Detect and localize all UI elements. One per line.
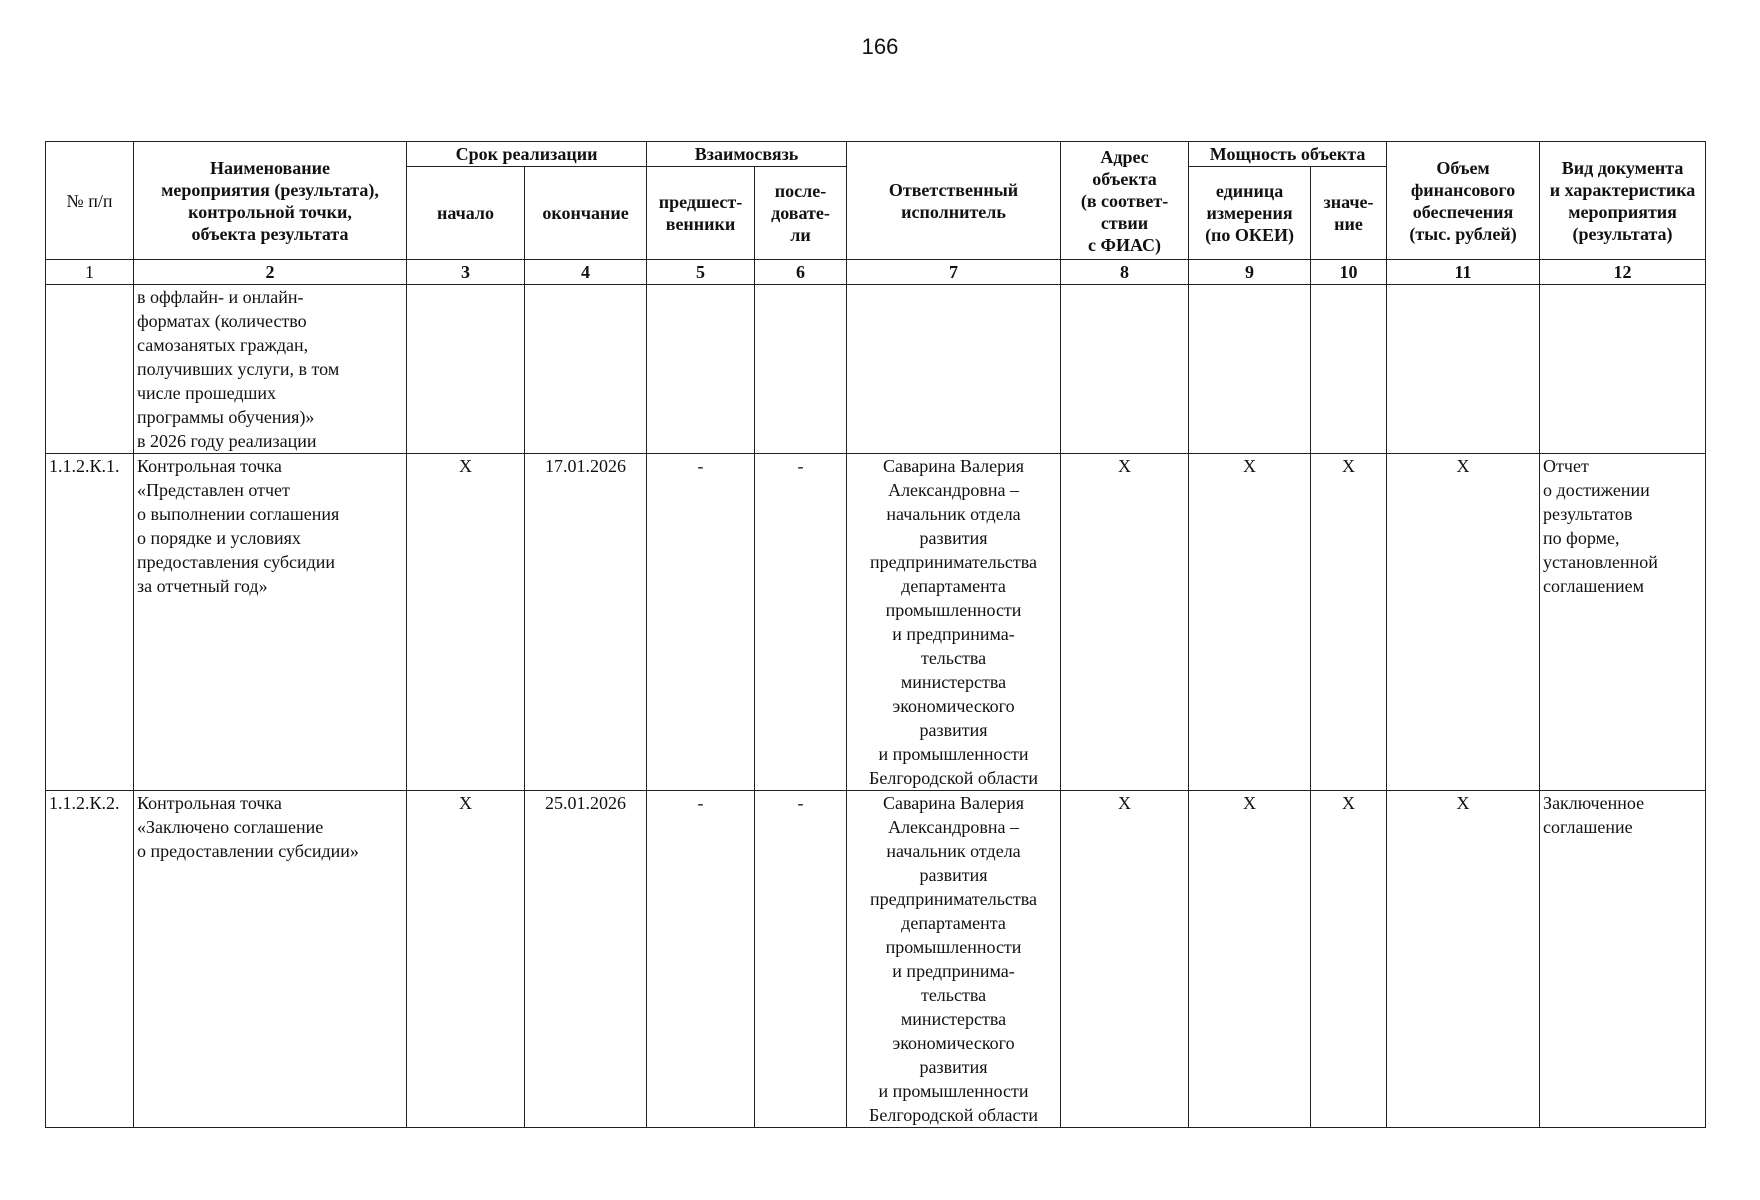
cell-address bbox=[1061, 285, 1189, 454]
page-number: 166 bbox=[861, 34, 899, 59]
cell-finance: X bbox=[1387, 791, 1540, 1128]
header-relation: Взаимосвязь bbox=[647, 142, 847, 167]
header-finance: Объем финансового обеспечения (тыс. рублей) bbox=[1387, 142, 1540, 260]
cell-address: X bbox=[1061, 791, 1189, 1128]
table-header bbox=[46, 142, 1706, 285]
header-address: Адрес объекта (в соответ- ствии с ФИАС) bbox=[1061, 142, 1189, 260]
header-doc-type: Вид документа и характеристика мероприятия (результата) bbox=[1540, 142, 1706, 260]
cell-name: Контрольная точка «Заключено соглашение о предоставлении субсидии» bbox=[134, 791, 407, 1128]
cell-doc: Отчет о достижении результатов по форме, установленной соглашением bbox=[1540, 454, 1706, 791]
cell-unit: X bbox=[1189, 454, 1311, 791]
cell-finance: X bbox=[1387, 454, 1540, 791]
cell-value: X bbox=[1311, 454, 1387, 791]
cell-doc bbox=[1540, 285, 1706, 454]
column-number: 3 bbox=[407, 260, 525, 285]
cell-unit: X bbox=[1189, 791, 1311, 1128]
cell-end: 17.01.2026 bbox=[525, 454, 647, 791]
table-row bbox=[46, 285, 1706, 454]
column-number: 11 bbox=[1387, 260, 1540, 285]
cell-prev: - bbox=[647, 791, 755, 1128]
header-period-end: окончание bbox=[525, 167, 647, 260]
cell-prev: - bbox=[647, 454, 755, 791]
cell-doc: Заключенное соглашение bbox=[1540, 791, 1706, 1128]
cell-unit bbox=[1189, 285, 1311, 454]
cell-name: в оффлайн- и онлайн- форматах (количество самозанятых граждан, получивших услуги, в том числе прошедших программы обучения)» в 2026 году реализации bbox=[134, 285, 407, 454]
cell-finance bbox=[1387, 285, 1540, 454]
column-number: 10 bbox=[1311, 260, 1387, 285]
column-number: 9 bbox=[1189, 260, 1311, 285]
column-number: 1 bbox=[46, 260, 134, 285]
cell-start: X bbox=[407, 791, 525, 1128]
cell-end: 25.01.2026 bbox=[525, 791, 647, 1128]
column-number: 7 bbox=[847, 260, 1061, 285]
header-relation-next: после- довате- ли bbox=[755, 167, 847, 260]
header-capacity-unit: единица измерения (по ОКЕИ) bbox=[1189, 167, 1311, 260]
header-period-start: начало bbox=[407, 167, 525, 260]
cell-address: X bbox=[1061, 454, 1189, 791]
column-number: 12 bbox=[1540, 260, 1706, 285]
column-number: 4 bbox=[525, 260, 647, 285]
cell-name: Контрольная точка «Представлен отчет о выполнении соглашения о порядке и условиях предоставления субсидии за отчетный год» bbox=[134, 454, 407, 791]
column-number-row bbox=[46, 260, 1706, 285]
cell-prev bbox=[647, 285, 755, 454]
cell-next: - bbox=[755, 454, 847, 791]
header-num: № п/п bbox=[46, 142, 134, 260]
column-number: 5 bbox=[647, 260, 755, 285]
header-name: Наименование мероприятия (результата), контрольной точки, объекта результата bbox=[134, 142, 407, 260]
header-capacity-value: значе- ние bbox=[1311, 167, 1387, 260]
column-number: 2 bbox=[134, 260, 407, 285]
cell-next bbox=[755, 285, 847, 454]
cell-start bbox=[407, 285, 525, 454]
cell-next: - bbox=[755, 791, 847, 1128]
header-capacity: Мощность объекта bbox=[1189, 142, 1387, 167]
cell-num: 1.1.2.К.2. bbox=[46, 791, 134, 1128]
cell-num: 1.1.2.К.1. bbox=[46, 454, 134, 791]
header-period: Срок реализации bbox=[407, 142, 647, 167]
cell-num bbox=[46, 285, 134, 454]
cell-responsible bbox=[847, 285, 1061, 454]
header-responsible: Ответственный исполнитель bbox=[847, 142, 1061, 260]
event-plan-table bbox=[45, 141, 1706, 1128]
table-row bbox=[46, 454, 1706, 791]
cell-value: X bbox=[1311, 791, 1387, 1128]
cell-responsible: Саварина Валерия Александровна – начальник отдела развития предпринимательства департамента промышленности и предпринима- тельства министерства экономического развития и промышленности Белгородской области bbox=[847, 791, 1061, 1128]
cell-value bbox=[1311, 285, 1387, 454]
cell-start: X bbox=[407, 454, 525, 791]
cell-end bbox=[525, 285, 647, 454]
cell-responsible: Саварина Валерия Александровна – начальник отдела развития предпринимательства департамента промышленности и предпринима- тельства министерства экономического развития и промышленности Белгородской области bbox=[847, 454, 1061, 791]
column-number: 6 bbox=[755, 260, 847, 285]
column-number: 8 bbox=[1061, 260, 1189, 285]
table-row bbox=[46, 791, 1706, 1128]
header-relation-prev: предшест- венники bbox=[647, 167, 755, 260]
